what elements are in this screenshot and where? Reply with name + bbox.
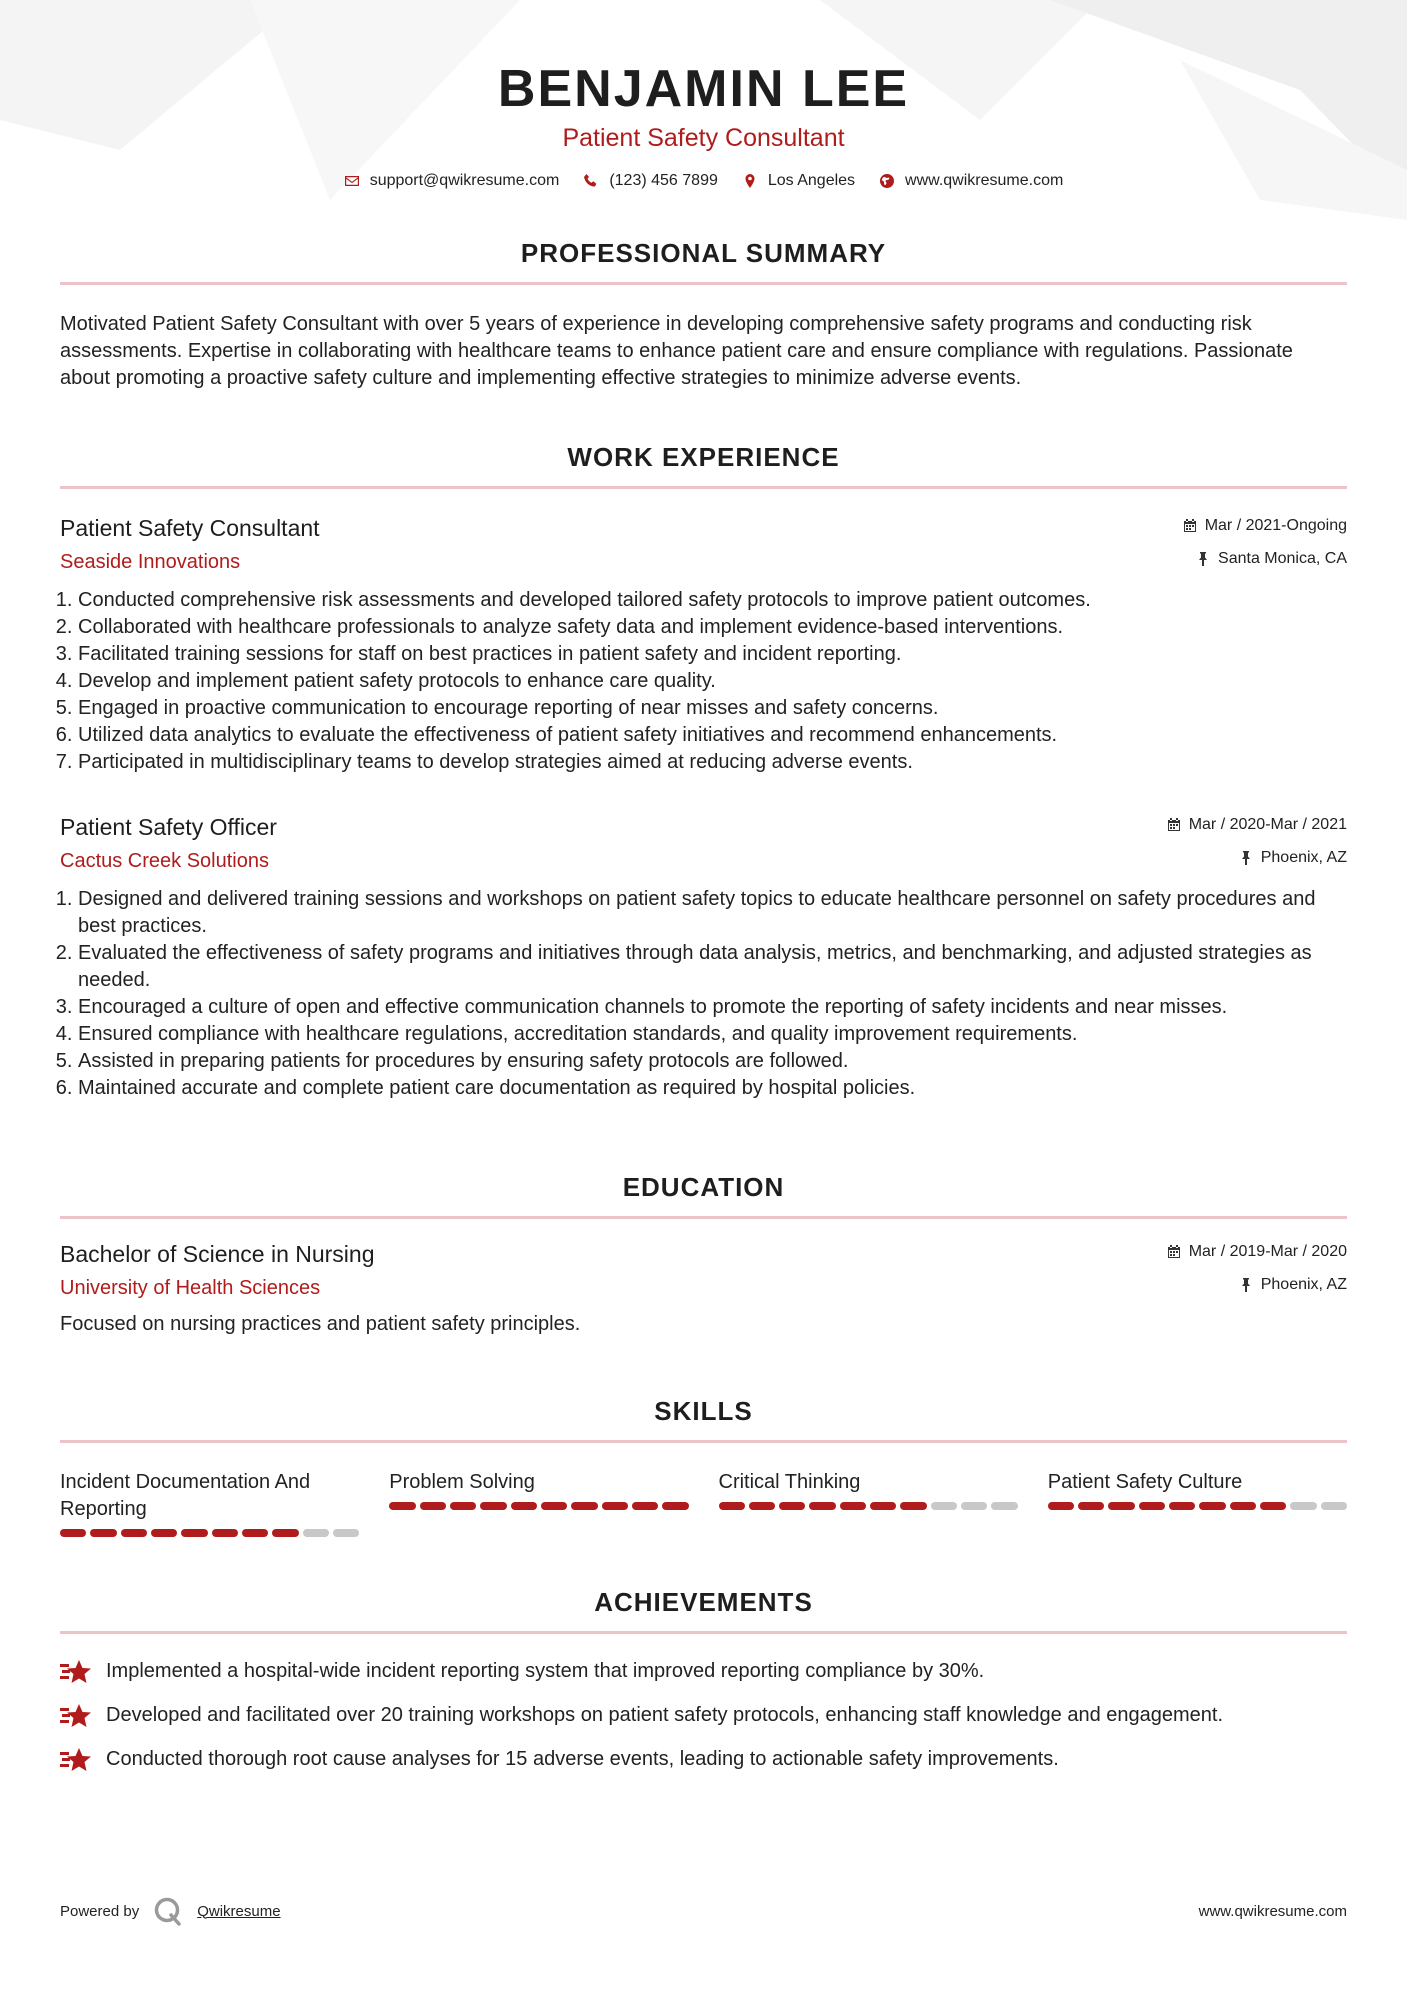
skill-level-bar: [60, 1529, 359, 1537]
resume-header: [60, 0, 1347, 190]
skill-segment-filled: [602, 1502, 628, 1510]
contact-website[interactable]: [879, 172, 1063, 190]
star-award-icon: [60, 1659, 92, 1685]
skill-item: [389, 1469, 688, 1537]
section-divider: [60, 1216, 1347, 1219]
skill-segment-filled: [571, 1502, 597, 1510]
duty-item: 3. Facilitated training sessions for staff on best practices in patient safety and incident reporting.: [78, 641, 1347, 668]
achievements-section: [60, 1585, 1347, 1773]
pushpin-icon: [1196, 552, 1210, 566]
duty-item: 2. Evaluated the effectiveness of safety programs and initiatives through data analysis, metrics, and benchmarking, and adjusted strategies as needed.: [78, 940, 1347, 994]
location-text: Los Angeles: [767, 172, 856, 189]
duty-item: 5. Engaged in proactive communication to encourage reporting of near misses and safety concerns.: [78, 695, 1347, 722]
calendar-icon: [1167, 1245, 1181, 1259]
skill-name: Patient Safety Culture: [1047, 1471, 1243, 1493]
skill-segment-filled: [389, 1502, 415, 1510]
experience-heading: WORK EXPERIENCE: [567, 442, 840, 472]
skill-segment-filled: [541, 1502, 567, 1510]
skill-segment-filled: [1048, 1502, 1074, 1510]
contact-location: [742, 172, 855, 190]
education-section: [60, 1170, 1347, 1338]
contact-bar: [60, 172, 1347, 190]
skill-segment-filled: [212, 1529, 238, 1537]
job-title: Patient Safety Officer: [60, 814, 277, 840]
achievements-heading: ACHIEVEMENTS: [594, 1587, 813, 1617]
duty-item: 5. Assisted in preparing patients for procedures by ensuring safety protocols are followed.: [78, 1048, 1347, 1075]
skill-segment-filled: [272, 1529, 298, 1537]
website-text: www.qwikresume.com: [905, 172, 1064, 189]
duty-item: 3. Encouraged a culture of open and effective communication channels to promote the reporting of safety incidents and near misses.: [78, 994, 1347, 1021]
calendar-icon: [1167, 818, 1181, 832]
duty-list: [60, 587, 1347, 776]
skill-item: [60, 1469, 359, 1537]
page-footer: [60, 1896, 1347, 1926]
duty-item: 4. Develop and implement patient safety protocols to enhance care quality.: [78, 668, 1347, 695]
candidate-title: Patient Safety Consultant: [562, 124, 845, 152]
skill-segment-filled: [632, 1502, 658, 1510]
skill-segment-filled: [121, 1529, 147, 1537]
company-name: Cactus Creek Solutions: [60, 850, 269, 872]
skills-grid: [60, 1469, 1347, 1537]
school-name: University of Health Sciences: [60, 1277, 321, 1299]
skill-segment-filled: [1078, 1502, 1104, 1510]
summary-section: [60, 236, 1347, 392]
skill-segment-filled: [1199, 1502, 1225, 1510]
powered-by: [60, 1896, 281, 1926]
powered-by-label: Powered by: [60, 1902, 140, 1920]
duty-item: 6. Maintained accurate and complete patient care documentation as required by hospital policies.: [78, 1075, 1347, 1102]
education-location: Phoenix, AZ: [1260, 1276, 1347, 1293]
summary-heading: PROFESSIONAL SUMMARY: [520, 238, 887, 268]
duty-list: [60, 886, 1347, 1102]
brand-link[interactable]: Qwikresume: [197, 1902, 281, 1920]
skills-heading: SKILLS: [654, 1396, 753, 1426]
skill-segment-empty: [991, 1502, 1017, 1510]
pushpin-icon: [1239, 851, 1253, 865]
duty-item: 1. Designed and delivered training sessions and workshops on patient safety topics to educate healthcare personnel on safety procedures and best practices.: [78, 886, 1347, 940]
job-entry: [60, 812, 1347, 1102]
skill-level-bar: [719, 1502, 1018, 1510]
section-divider: [60, 1440, 1347, 1443]
globe-icon: [879, 173, 895, 189]
skill-segment-filled: [242, 1529, 268, 1537]
skill-segment-filled: [450, 1502, 476, 1510]
job-title: Patient Safety Consultant: [60, 515, 320, 541]
duty-item: 1. Conducted comprehensive risk assessments and developed tailored safety protocols to improve patient outcomes.: [78, 587, 1347, 614]
job-date: Mar / 2021-Ongoing: [1204, 517, 1347, 534]
skill-segment-empty: [1290, 1502, 1316, 1510]
achievement-item: [60, 1746, 1347, 1773]
skill-segment-filled: [840, 1502, 866, 1510]
map-pin-icon: [742, 173, 758, 189]
skill-segment-filled: [1108, 1502, 1134, 1510]
skill-segment-empty: [931, 1502, 957, 1510]
duty-item: 6. Utilized data analytics to evaluate the effectiveness of patient safety initiatives and recommend enhancements.: [78, 722, 1347, 749]
star-award-icon: [60, 1703, 92, 1729]
skill-segment-empty: [303, 1529, 329, 1537]
company-name: Seaside Innovations: [60, 551, 241, 573]
experience-section: [60, 440, 1347, 1102]
phone-text: (123) 456 7899: [609, 172, 718, 189]
skill-segment-empty: [333, 1529, 359, 1537]
skill-segment-filled: [1139, 1502, 1165, 1510]
duty-item: 7. Participated in multidisciplinary teams to develop strategies aimed at reducing adverse events.: [78, 749, 1347, 776]
skill-segment-filled: [662, 1502, 688, 1510]
calendar-icon: [1183, 519, 1197, 533]
skill-segment-filled: [151, 1529, 177, 1537]
education-description: Focused on nursing practices and patient safety principles.: [60, 1313, 581, 1335]
skill-name: Incident Documentation And Reporting: [60, 1471, 311, 1520]
duty-item: 4. Ensured compliance with healthcare regulations, accreditation standards, and quality improvement requirements.: [78, 1021, 1347, 1048]
envelope-icon: [344, 173, 360, 189]
section-divider: [60, 1631, 1347, 1634]
job-date: Mar / 2020-Mar / 2021: [1188, 816, 1347, 833]
degree-title: Bachelor of Science in Nursing: [60, 1241, 375, 1267]
phone-icon: [583, 173, 599, 189]
skill-segment-filled: [420, 1502, 446, 1510]
skill-level-bar: [1048, 1502, 1347, 1510]
achievement-list: [60, 1658, 1347, 1773]
achievement-item: [60, 1658, 1347, 1685]
candidate-name: BENJAMIN LEE: [497, 60, 910, 118]
job-entry: [60, 513, 1347, 776]
skill-segment-filled: [870, 1502, 896, 1510]
skill-segment-empty: [1321, 1502, 1347, 1510]
skill-segment-filled: [809, 1502, 835, 1510]
contact-phone[interactable]: [583, 172, 718, 190]
achievement-item: [60, 1702, 1347, 1729]
email-text: support@qwikresume.com: [369, 172, 560, 189]
skill-segment-filled: [511, 1502, 537, 1510]
skill-segment-filled: [181, 1529, 207, 1537]
skill-name: Problem Solving: [389, 1471, 535, 1493]
education-heading: EDUCATION: [622, 1172, 785, 1202]
qwikresume-logo-icon: [153, 1896, 183, 1926]
skill-name: Critical Thinking: [718, 1471, 861, 1493]
skill-segment-filled: [719, 1502, 745, 1510]
achievement-text: Developed and facilitated over 20 training workshops on patient safety protocols, enhancing staff knowledge and engagement.: [106, 1704, 1224, 1726]
skill-segment-filled: [749, 1502, 775, 1510]
footer-website[interactable]: www.qwikresume.com: [1198, 1902, 1347, 1920]
skill-segment-filled: [60, 1529, 86, 1537]
star-award-icon: [60, 1747, 92, 1773]
skill-segment-filled: [1260, 1502, 1286, 1510]
pushpin-icon: [1239, 1278, 1253, 1292]
skill-segment-filled: [90, 1529, 116, 1537]
achievement-text: Conducted thorough root cause analyses for 15 adverse events, leading to actionable safety improvements.: [106, 1748, 1059, 1770]
skill-segment-filled: [1169, 1502, 1195, 1510]
skill-level-bar: [389, 1502, 688, 1510]
skill-item: [719, 1469, 1018, 1537]
duty-item: 2. Collaborated with healthcare professionals to analyze safety data and implement evidence-based interventions.: [78, 614, 1347, 641]
job-location: Santa Monica, CA: [1218, 550, 1347, 567]
skill-segment-filled: [1230, 1502, 1256, 1510]
job-location: Phoenix, AZ: [1260, 849, 1347, 866]
education-date: Mar / 2019-Mar / 2020: [1188, 1243, 1347, 1260]
achievement-text: Implemented a hospital-wide incident reporting system that improved reporting compliance by 30%.: [106, 1660, 985, 1682]
skill-segment-empty: [961, 1502, 987, 1510]
section-divider: [60, 282, 1347, 285]
skill-segment-filled: [900, 1502, 926, 1510]
skill-item: [1048, 1469, 1347, 1537]
skill-segment-filled: [779, 1502, 805, 1510]
contact-email[interactable]: [344, 172, 560, 190]
skills-section: [60, 1394, 1347, 1537]
section-divider: [60, 486, 1347, 489]
skill-segment-filled: [480, 1502, 506, 1510]
summary-text: Motivated Patient Safety Consultant with over 5 years of experience in developing comprehensive safety programs and conducting risk assessments. Expertise in collaborating with healthcare teams to enhance patient care and ensure compliance with regulations. Passionate about promoting a proactive safety culture and implementing effective strategies to minimize adverse events.: [60, 313, 1293, 389]
